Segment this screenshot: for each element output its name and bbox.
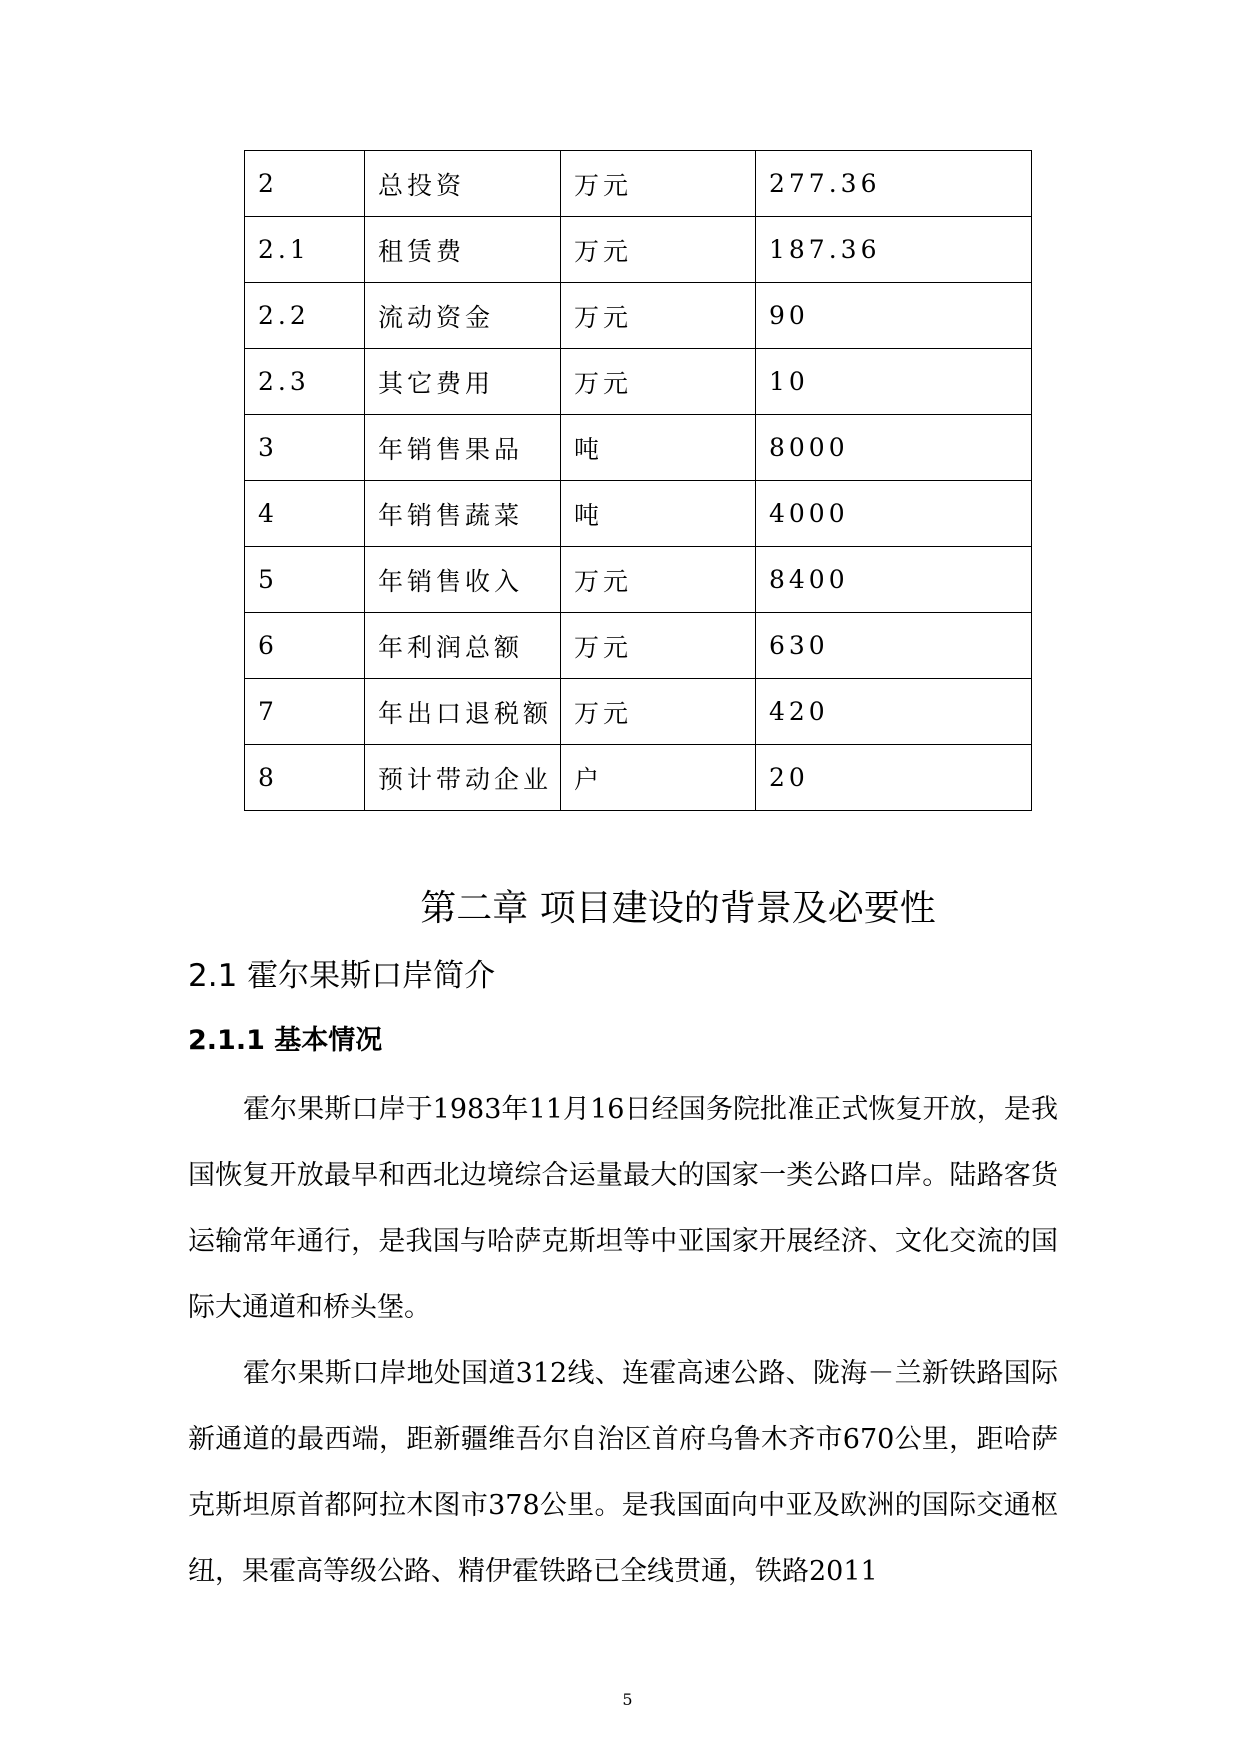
row-number-cell: 4 xyxy=(245,481,365,547)
unit-cell: 万元 xyxy=(561,349,756,415)
row-number-cell: 7 xyxy=(245,679,365,745)
table-row xyxy=(245,481,1032,547)
table-body xyxy=(245,151,1032,811)
table-row xyxy=(245,547,1032,613)
project-summary-table xyxy=(244,150,1032,811)
row-number-cell: 6 xyxy=(245,613,365,679)
item-name-cell: 年销售蔬菜 xyxy=(365,481,561,547)
section-title: 2.1 霍尔果斯口岸简介 xyxy=(188,958,496,994)
item-name-cell: 其它费用 xyxy=(365,349,561,415)
value-cell: 10 xyxy=(756,349,1032,415)
row-number-cell: 2.1 xyxy=(245,217,365,283)
unit-cell: 户 xyxy=(561,745,756,811)
value-cell: 90 xyxy=(756,283,1032,349)
item-name-cell: 流动资金 xyxy=(365,283,561,349)
unit-cell: 万元 xyxy=(561,217,756,283)
item-name-cell: 租赁费 xyxy=(365,217,561,283)
unit-cell: 万元 xyxy=(561,151,756,217)
value-cell: 8400 xyxy=(756,547,1032,613)
table-row xyxy=(245,217,1032,283)
value-cell: 20 xyxy=(756,745,1032,811)
body-paragraph: 霍尔果斯口岸于1983年11月16日经国务院批准正式恢复开放，是我国恢复开放最早和西北边境综合运量最大的国家一类公路口岸。陆路客货运输常年通行，是我国与哈萨克斯坦等中亚国家开展经济、文化交流的国际大通道和桥头堡。 xyxy=(188,1094,1058,1323)
row-number-cell: 8 xyxy=(245,745,365,811)
table-row xyxy=(245,613,1032,679)
item-name-cell: 年利润总额 xyxy=(365,613,561,679)
unit-cell: 万元 xyxy=(561,283,756,349)
unit-cell: 万元 xyxy=(561,679,756,745)
row-number-cell: 2.3 xyxy=(245,349,365,415)
chapter-title: 第二章 项目建设的背景及必要性 xyxy=(420,888,936,929)
value-cell: 187.36 xyxy=(756,217,1032,283)
item-name-cell: 年销售果品 xyxy=(365,415,561,481)
value-cell: 8000 xyxy=(756,415,1032,481)
table-row xyxy=(245,679,1032,745)
row-number-cell: 2.2 xyxy=(245,283,365,349)
table-row xyxy=(245,745,1032,811)
unit-cell: 吨 xyxy=(561,415,756,481)
unit-cell: 万元 xyxy=(561,547,756,613)
body-paragraph: 霍尔果斯口岸地处国道312线、连霍高速公路、陇海－兰新铁路国际新通道的最西端，距新疆维吾尔自治区首府乌鲁木齐市670公里，距哈萨克斯坦原首都阿拉木图市378公里。是我国面向中亚及欧洲的国际交通枢纽，果霍高等级公路、精伊霍铁路已全线贯通，铁路2011 xyxy=(188,1358,1058,1587)
item-name-cell: 年出口退税额 xyxy=(365,679,561,745)
subsection-title: 2.1.1 基本情况 xyxy=(188,1025,383,1056)
item-name-cell: 年销售收入 xyxy=(365,547,561,613)
table-row xyxy=(245,283,1032,349)
table-row xyxy=(245,415,1032,481)
table-row xyxy=(245,349,1032,415)
row-number-cell: 3 xyxy=(245,415,365,481)
table-row xyxy=(245,151,1032,217)
row-number-cell: 5 xyxy=(245,547,365,613)
value-cell: 277.36 xyxy=(756,151,1032,217)
row-number-cell: 2 xyxy=(245,151,365,217)
page-number: 5 xyxy=(622,1690,633,1709)
unit-cell: 吨 xyxy=(561,481,756,547)
value-cell: 4000 xyxy=(756,481,1032,547)
item-name-cell: 预计带动企业 xyxy=(365,745,561,811)
item-name-cell: 总投资 xyxy=(365,151,561,217)
value-cell: 630 xyxy=(756,613,1032,679)
unit-cell: 万元 xyxy=(561,613,756,679)
value-cell: 420 xyxy=(756,679,1032,745)
